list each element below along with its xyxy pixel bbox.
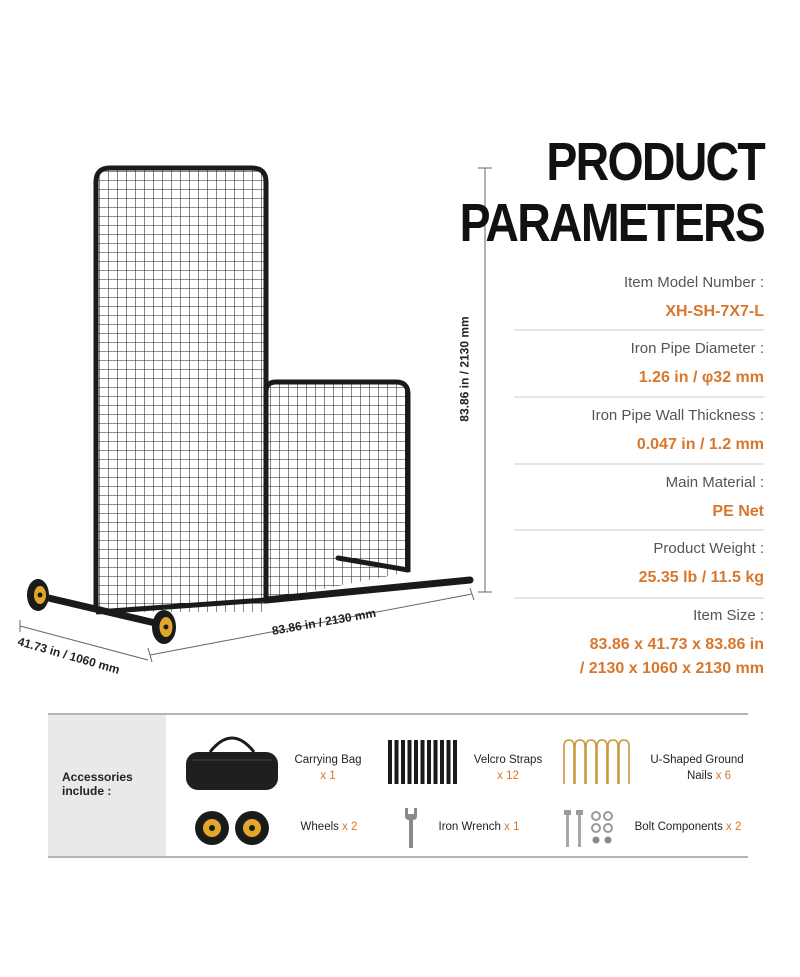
depth-dimension-label: 41.73 in / 1060 mm (16, 634, 122, 677)
accessories-title-line2: include : (62, 784, 112, 798)
param-label: Iron Pipe Diameter : (630, 340, 764, 357)
accessory-iron-wrench (430, 819, 528, 835)
iron-wrench-icon (402, 806, 420, 850)
accessories-bottom-border (48, 856, 748, 858)
param-label: Item Model Number : (623, 274, 764, 291)
accessory-name: Wheels (300, 821, 339, 833)
accessory-u-shaped-nails (636, 752, 758, 784)
l-screen-net-illustration (0, 150, 500, 690)
accessories-title (62, 770, 133, 798)
param-value: 25.35 lb / 11.5 kg (638, 569, 764, 586)
right-wheel-icon (152, 610, 176, 644)
accessory-velcro-straps (466, 752, 550, 784)
accessories-title-line1: Accessories (62, 770, 133, 784)
u-shaped-nails-icon (560, 738, 634, 786)
accessory-carrying-bag (286, 752, 370, 784)
param-label: Item Size : (693, 607, 764, 624)
accessory-qty: x 2 (342, 821, 358, 833)
param-label: Product Weight : (653, 540, 764, 557)
divider (514, 529, 764, 531)
param-pipe-diameter (514, 338, 764, 390)
param-value-line2: / 2130 x 1060 x 2130 mm (579, 660, 764, 677)
accessory-wheels (292, 819, 366, 835)
divider (514, 329, 764, 331)
param-wall-thickness (514, 405, 764, 457)
accessory-name-line1: U-Shaped Ground (650, 754, 744, 766)
page-title-line1: PRODUCT (546, 132, 764, 192)
param-value: 1.26 in / φ32 mm (638, 369, 764, 386)
param-model-number (514, 272, 764, 324)
param-label: Iron Pipe Wall Thickness : (591, 407, 764, 424)
param-value-line1: 83.86 x 41.73 x 83.86 in (589, 636, 764, 653)
width-dimension-label: 83.86 in / 2130 mm (270, 605, 378, 638)
left-wheel-icon (27, 579, 49, 611)
height-dimension-label: 83.86 in / 2130 mm (457, 316, 472, 422)
accessory-qty: x 2 (726, 821, 742, 833)
divider (514, 463, 764, 465)
accessory-bolt-components (626, 819, 750, 835)
divider (514, 597, 764, 599)
param-product-weight (514, 538, 764, 590)
param-value: 0.047 in / 1.2 mm (636, 436, 764, 453)
page-title-line2: PARAMETERS (459, 193, 764, 253)
accessory-name-line2: Nails (686, 770, 713, 782)
param-value: PE Net (712, 503, 764, 520)
carrying-bag-icon (184, 730, 280, 792)
param-value: XH-SH-7X7-L (665, 303, 764, 320)
accessory-name: Carrying Bag (294, 754, 362, 766)
accessory-qty: x 1 (320, 770, 336, 782)
velcro-straps-icon (386, 738, 462, 786)
param-main-material (514, 472, 764, 524)
param-label: Main Material : (665, 474, 764, 491)
accessory-name: Iron Wrench (438, 821, 501, 833)
accessory-qty: x 1 (504, 821, 520, 833)
wheels-icon (194, 808, 274, 848)
param-item-size (464, 605, 764, 681)
accessory-qty: x 6 (715, 770, 732, 782)
accessory-name: Velcro Straps (473, 754, 543, 766)
accessory-qty: x 12 (497, 770, 519, 782)
accessory-name: Bolt Components (634, 821, 723, 833)
bolt-components-icon (562, 808, 618, 850)
divider (514, 396, 764, 398)
